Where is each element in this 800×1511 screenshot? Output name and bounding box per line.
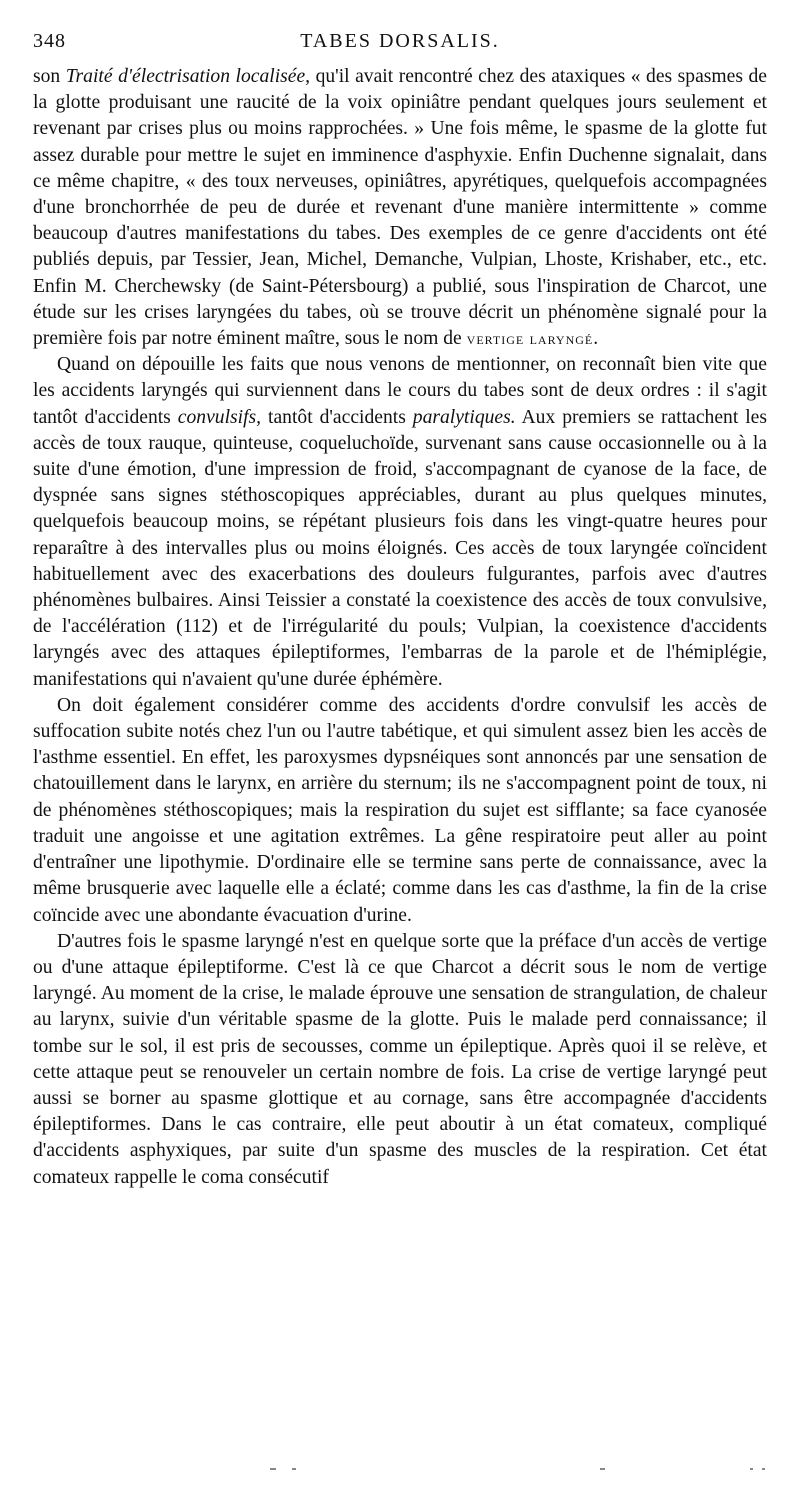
speck-mark	[270, 1468, 276, 1470]
paragraph-2-text-c: Aux premiers se rattachent les accès de toux rauque, quinteuse, coqueluchoïde, survenant sans cause occasionnelle ou à la suite d'une émotion, d'une impression de froid, s'accompagnant de cyanose de la face, de dyspnée sans signes stéthoscopiques appréciables, durant au plus quelques minutes, quelquefois beaucoup moins, se répétant plusieurs fois dans les vingt-quatre heures pour reparaître à des intervalles plus ou moins éloignés. Ces accès de toux laryngée coïncident habituellement avec des exacerbations des douleurs fulgurantes, parfois avec d'autres phénomènes bulbaires. Ainsi Teissier a constaté la coexistence des accès de toux convulsive, de l'accélération (112) et de l'irrégularité du pouls; Vulpian, la coexistence d'accidents laryngés avec des attaques épileptiformes, l'embarras de la parole et de l'hémiplégie, manifestations qui n'avaient qu'une durée éphémère.	[33, 406, 767, 690]
running-head	[33, 30, 767, 60]
body-text	[33, 64, 767, 1191]
paragraph-2-text-b: tantôt d'accidents	[261, 406, 413, 428]
page-number: 348	[33, 30, 66, 52]
vertige-laryngé-term: vertige laryngé	[466, 329, 594, 349]
paragraph-4: D'autres fois le spasme laryngé n'est en quelque sorte que la préface d'un accès de vertige ou d'une attaque épileptiforme. C'est là ce que Charcot a décrit sous le nom de vertige laryngé. Au moment de la crise, le malade éprouve une sensation de strangulation, de chaleur au larynx, suivie d'un véritable spasme de la glotte. Puis le malade perd connaissance; il tombe sur le sol, il est pris de secousses, comme un épileptique. Après quoi il se relève, et cette attaque peut se renouveler un certain nombre de fois. La crise de vertige laryngé peut aussi se borner au spasme glottique et au cornage, sans être accompagnée d'accidents épileptiformes. Dans le cas contraire, elle peut aboutir à un état comateux, compliqué d'accidents asphyxiques, par suite d'un spasme des muscles de la respiration. Cet état comateux rappelle le coma consécutif	[33, 930, 767, 1188]
term-paralytiques: paralytiques.	[412, 406, 516, 428]
paragraph-2-text-a: Quand on dépouille les faits que nous venons de mentionner, on reconnaît bien vite que les accidents laryngés qui surviennent dans le cours du tabes sont de deux ordres : il s'agit tantôt d'accidents	[33, 354, 767, 428]
running-title: TABES DORSALIS.	[300, 30, 500, 52]
speck-mark	[750, 1468, 753, 1470]
paragraph-1-text-c: .	[593, 328, 599, 350]
paragraph-1	[33, 64, 767, 352]
treatise-title: Traité d'électrisation localisée,	[65, 66, 311, 87]
paragraph-1-text-b: qu'il avait rencontré chez des ataxiques « des spasmes de la glotte produisant une raucité de la voix opiniâtre pendant quelques jours seulement et revenant par crises plus ou moins rapprochées. » Une fois même, le spasme de la glotte fut assez durable pour mettre le sujet en imminence d'asphyxie. Enfin Duchenne signalait, dans ce même chapitre, « des toux nerveuses, opiniâtres, apyrétiques, quelquefois accompagnées d'une bronchorrhée de peu de durée et revenant d'une manière intermittente » comme beaucoup d'autres manifestations du tabes. Des exemples de ce genre d'accidents ont été publiés depuis, par Tessier, Jean, Michel, Demanche, Vulpian, Lhoste, Krishaber, etc., etc. Enfin M. Cherchewsky (de Saint-Pétersbourg) a publié, sous l'inspiration de Charcot, une étude sur les crises laryngées du tabes, où se trouve décrit un phénomène signalé pour la première fois par notre éminent maître, sous le nom de	[33, 66, 767, 350]
speck-mark	[762, 1468, 765, 1470]
speck-mark	[600, 1468, 605, 1470]
page-bottom-specks	[260, 1468, 780, 1478]
speck-mark	[292, 1468, 296, 1470]
paragraph-3: On doit également considérer comme des accidents d'ordre convulsif les accès de suffocation subite notés chez l'un ou l'autre tabétique, et qui simulent assez bien les accès de l'asthme essentiel. En effet, les paroxysmes dypsnéiques sont annoncés par une sensation de chatouillement dans le larynx, en arrière du sternum; ils ne s'accompagnent point de toux, ni de phénomènes stéthoscopiques; mais la respiration du sujet est sifflante; sa face cyanosée traduit une angoisse et une agitation extrêmes. La gêne respiratoire peut aller au point d'entraîner une lipothymie. D'ordinaire elle se termine sans perte de connaissance, avec la même brusquerie avec laquelle elle a éclaté; comme dans les cas d'asthme, la fin de la crise coïncide avec une abondante évacuation d'urine.	[33, 694, 767, 926]
term-convulsifs: convulsifs,	[177, 406, 262, 428]
paragraph-2	[33, 352, 767, 693]
paragraph-1-text-a: son	[33, 66, 66, 87]
